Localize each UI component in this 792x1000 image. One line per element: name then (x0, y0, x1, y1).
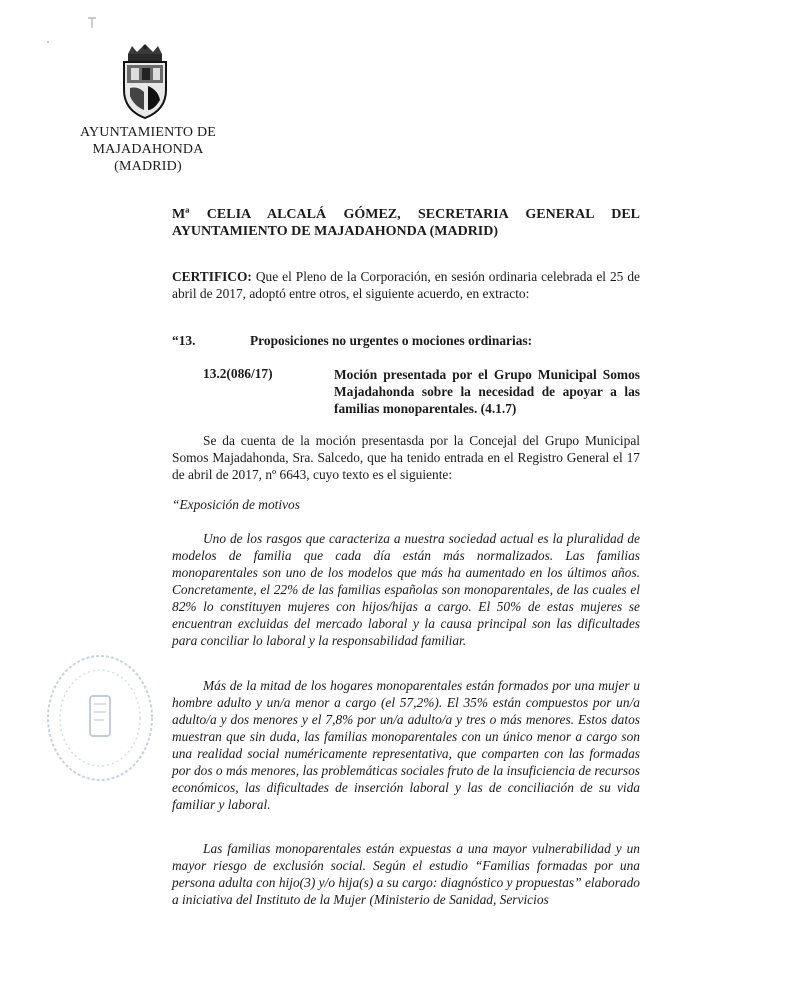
subsection-title: Moción presentada por el Grupo Municipal Somos Majadahonda sobre la necesidad de apoyar a las familias monoparentales. (4.1.7) (334, 367, 640, 416)
certifico-text: Que el Pleno de la Corporación, en sesión ordinaria celebrada el 25 de abril de 2017, adoptó entre otros, el siguiente acuerdo, en extracto: (172, 269, 640, 301)
certifico-label: CERTIFICO: (172, 269, 252, 284)
subsection-number: 13.2(086/17) (203, 366, 273, 381)
org-line-1: AYUNTAMIENTO DE (79, 125, 217, 140)
exposicion-heading: “Exposición de motivos (172, 497, 300, 512)
intro-paragraph: Se da cuenta de la moción presentasda por la Concejal del Grupo Municipal Somos Majadahonda, Sra. Salcedo, que ha tenido entrada en el Registro General el 17 de abril de 2017, nº 6643, cuyo texto es el siguiente: (172, 433, 640, 482)
scan-mark-icon (40, 14, 100, 54)
official-seal-stamp-icon (38, 648, 156, 786)
document-title (172, 206, 640, 240)
motivos-paragraph-1: Uno de los rasgos que caracteriza a nuestra sociedad actual es la pluralidad de modelos de familia que cada día están más normalizados. Las familias monoparentales son uno de los modelos que más ha aumentado en los últimos años. Concretamente, el 22% de las familias españolas son monoparentales, de las cuales el 82% lo constituyen mujeres con hijos/hijas a cargo. El 50% de estas mujeres se encuentran excluidas del mercado laboral y la causa principal son las dificultades para conciliar lo laboral y la responsabilidad familiar. (172, 531, 640, 648)
org-line-3: (MADRID) (114, 159, 182, 174)
title-line-1: Mª CELIA ALCALÁ GÓMEZ, SECRETARIA GENERAL DEL (172, 207, 640, 222)
org-line-2: MAJADAHONDA (92, 142, 204, 157)
coat-of-arms-icon (118, 44, 172, 120)
motivos-paragraph-3: Las familias monoparentales están expuestas a una mayor vulnerabilidad y un mayor riesgo de exclusión social. Según el estudio “Familias formadas por una persona adulta con hijo(3) y/o hija(s) a su cargo: diagnóstico y propuestas” elaborado a iniciativa del Instituto de la Mujer (Ministerio de Sanidad, Servicios (172, 841, 640, 907)
section-number: “13. (172, 333, 196, 348)
certifico-paragraph (172, 268, 640, 302)
section-title: Proposiciones no urgentes o mociones ordinarias: (250, 333, 533, 348)
motivos-paragraph-2: Más de la mitad de los hogares monoparentales están formados por una mujer u hombre adulto y un/a menor a cargo (el 57,2%). El 35% están compuestos por un/a adulto/a y dos menores y el 7,8% por un/a adulto/a y tres o más menores. Estos datos muestran que sin duda, las familias monoparentales con un único menor a cargo son una realidad social numéricamente representativa, que comparten con las formadas por dos o más menores, las problemáticas sociales fruto de la insuficiencia de recursos económicos, las dificultades de inserción laboral y las de conciliación de su vida familiar y laboral. (172, 678, 640, 812)
title-line-2: AYUNTAMIENTO DE MAJADAHONDA (MADRID) (172, 224, 499, 239)
organization-name (78, 124, 218, 175)
